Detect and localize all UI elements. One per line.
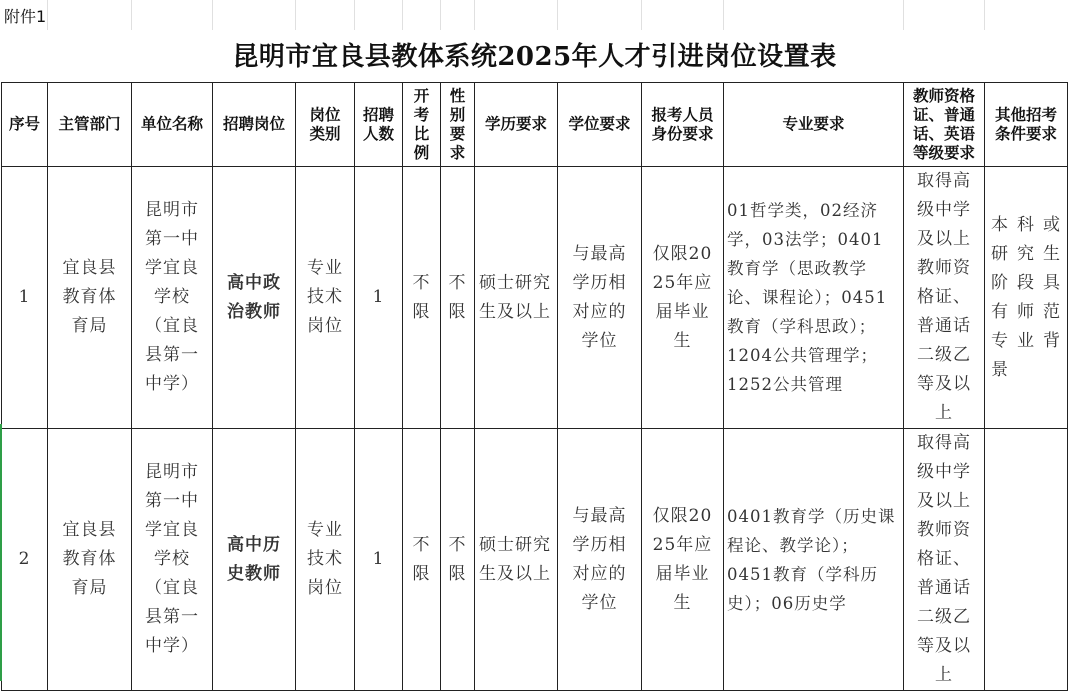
cell-dept[interactable]: 宜良县教育体育局 bbox=[48, 429, 132, 691]
header-other[interactable]: 其他招考条件要求 bbox=[985, 83, 1068, 167]
header-dept[interactable]: 主管部门 bbox=[48, 83, 132, 167]
table-title[interactable]: 昆明市宜良县教体系统2025年人才引进岗位设置表 bbox=[232, 42, 837, 72]
cell-gender[interactable]: 不限 bbox=[441, 167, 475, 429]
cell-degree[interactable]: 与最高学历相对应的学位 bbox=[558, 167, 642, 429]
header-identity[interactable]: 报考人员身份要求 bbox=[642, 83, 724, 167]
cell-seq[interactable]: 2 bbox=[2, 429, 48, 691]
cell-degree[interactable]: 与最高学历相对应的学位 bbox=[558, 429, 642, 691]
cell-major[interactable]: 0401教育学（历史课程论、教学论）；0451教育（学科历史）；06历史学 bbox=[724, 429, 904, 691]
cell-category[interactable]: 专业技术岗位 bbox=[296, 429, 355, 691]
cell-unit[interactable]: 昆明市第一中学宜良学校（宜良县第一中学） bbox=[132, 429, 213, 691]
header-degree[interactable]: 学位要求 bbox=[558, 83, 642, 167]
row-selection-edge bbox=[0, 424, 2, 681]
header-row bbox=[2, 83, 1068, 167]
cell-unit[interactable]: 昆明市第一中学宜良学校（宜良县第一中学） bbox=[132, 167, 213, 429]
top-row-gridlines bbox=[0, 0, 1069, 30]
cell-other[interactable] bbox=[985, 429, 1068, 691]
cell-major[interactable]: 01哲学类，02经济学，03法学；0401教育学（思政教学论、课程论）；0451教育（学科思政）；1204公共管理学；1252公共管理 bbox=[724, 167, 904, 429]
header-position[interactable]: 招聘岗位 bbox=[213, 83, 296, 167]
cell-count[interactable]: 1 bbox=[355, 429, 403, 691]
header-seq[interactable]: 序号 bbox=[2, 83, 48, 167]
cell-count[interactable]: 1 bbox=[355, 167, 403, 429]
cell-identity[interactable]: 仅限2025年应届毕业生 bbox=[642, 167, 724, 429]
header-ratio[interactable]: 开考比例 bbox=[403, 83, 441, 167]
cell-position[interactable]: 高中政治教师 bbox=[213, 167, 296, 429]
cell-education[interactable]: 硕士研究生及以上 bbox=[475, 167, 558, 429]
cell-identity[interactable]: 仅限2025年应届毕业生 bbox=[642, 429, 724, 691]
header-cert[interactable]: 教师资格证、普通话、英语等级要求 bbox=[904, 83, 985, 167]
header-major[interactable]: 专业要求 bbox=[724, 83, 904, 167]
header-category[interactable]: 岗位类别 bbox=[296, 83, 355, 167]
cell-position[interactable]: 高中历史教师 bbox=[213, 429, 296, 691]
table-row bbox=[2, 429, 1068, 691]
cell-cert[interactable]: 取得高级中学及以上教师资格证、普通话二级乙等及以上 bbox=[904, 429, 985, 691]
header-education[interactable]: 学历要求 bbox=[475, 83, 558, 167]
cell-gender[interactable]: 不限 bbox=[441, 429, 475, 691]
annex-label[interactable]: 附件1 bbox=[4, 7, 47, 26]
cell-ratio[interactable]: 不限 bbox=[403, 429, 441, 691]
cell-education[interactable]: 硕士研究生及以上 bbox=[475, 429, 558, 691]
positions-table bbox=[1, 82, 1068, 691]
table-row bbox=[2, 167, 1068, 429]
cell-seq[interactable]: 1 bbox=[2, 167, 48, 429]
header-gender[interactable]: 性别要求 bbox=[441, 83, 475, 167]
cell-cert[interactable]: 取得高级中学及以上教师资格证、普通话二级乙等及以上 bbox=[904, 167, 985, 429]
header-unit[interactable]: 单位名称 bbox=[132, 83, 213, 167]
cell-dept[interactable]: 宜良县教育体育局 bbox=[48, 167, 132, 429]
cell-category[interactable]: 专业技术岗位 bbox=[296, 167, 355, 429]
cell-ratio[interactable]: 不限 bbox=[403, 167, 441, 429]
header-count[interactable]: 招聘人数 bbox=[355, 83, 403, 167]
cell-other[interactable]: 本科或研究生阶段具有师范专业背景 bbox=[985, 167, 1068, 429]
